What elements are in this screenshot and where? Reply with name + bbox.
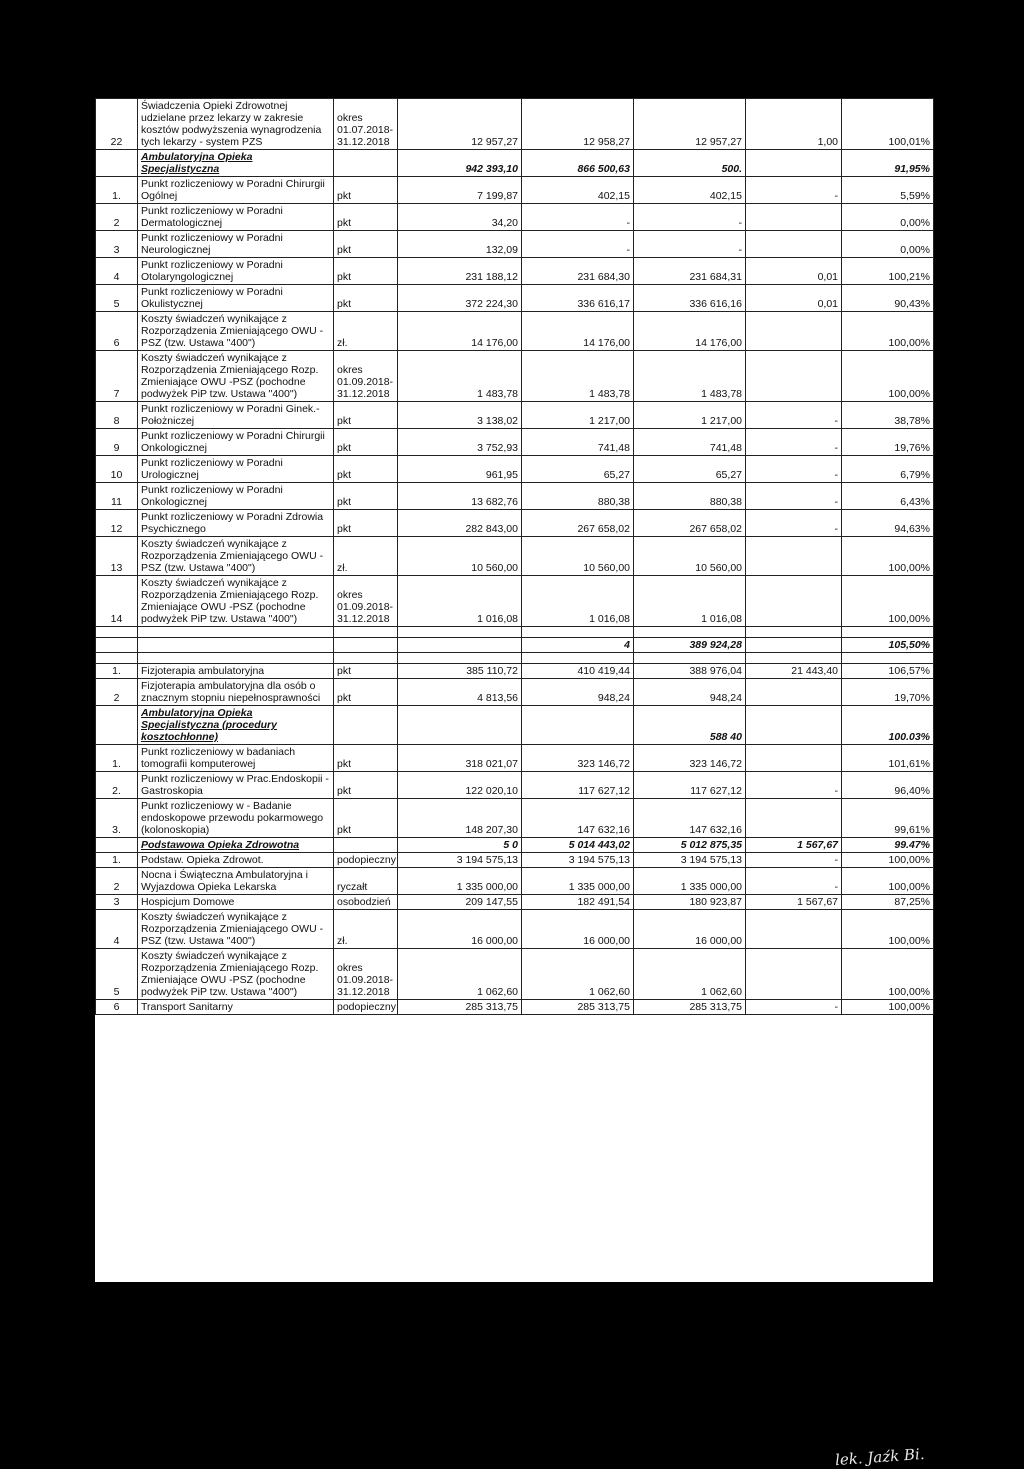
unit: pkt <box>334 483 398 510</box>
item-name: Punkt rozliczeniowy w badaniach tomografii komputerowej <box>138 745 334 772</box>
percent-value: 94,63% <box>842 510 934 537</box>
difference-value: 0,01 <box>746 285 842 312</box>
row-number: 9 <box>96 429 138 456</box>
plan-value: 7 199,87 <box>398 177 522 204</box>
difference-value: 0,01 <box>746 258 842 285</box>
contract-value: 65,27 <box>522 456 634 483</box>
item-name: Ambulatoryjna Opieka Specjalistyczna <box>138 150 334 177</box>
row-number: 6 <box>96 1000 138 1015</box>
plan-value: 3 752,93 <box>398 429 522 456</box>
row-number: 2 <box>96 868 138 895</box>
item-name: Koszty świadczeń wynikające z Rozporządzenia Zmieniającego OWU -PSZ (tzw. Ustawa "400") <box>138 537 334 576</box>
difference-value: - <box>746 868 842 895</box>
table-row <box>96 949 934 1000</box>
row-number: 14 <box>96 576 138 627</box>
percent-value: 0,00% <box>842 204 934 231</box>
item-name: Podstawowa Opieka Zdrowotna <box>138 838 334 853</box>
contract-value: - <box>522 231 634 258</box>
difference-value: 1 567,67 <box>746 838 842 853</box>
plan-value: 16 000,00 <box>398 910 522 949</box>
executed-value: 948,24 <box>634 679 746 706</box>
difference-value <box>746 312 842 351</box>
contract-value: 323 146,72 <box>522 745 634 772</box>
contract-value: 267 658,02 <box>522 510 634 537</box>
plan-value: 34,20 <box>398 204 522 231</box>
item-name: Podstaw. Opieka Zdrowot. <box>138 853 334 868</box>
unit: zł. <box>334 537 398 576</box>
contract-value: 147 632,16 <box>522 799 634 838</box>
executed-value: 1 062,60 <box>634 949 746 1000</box>
difference-value <box>746 910 842 949</box>
item-name: Koszty świadczeń wynikające z Rozporządzenia Zmieniającego OWU -PSZ (tzw. Ustawa "400") <box>138 910 334 949</box>
executed-value <box>634 653 746 664</box>
unit: pkt <box>334 745 398 772</box>
difference-value: - <box>746 177 842 204</box>
plan-value: 372 224,30 <box>398 285 522 312</box>
executed-value: 147 632,16 <box>634 799 746 838</box>
plan-value: 10 560,00 <box>398 537 522 576</box>
unit: okres 01.09.2018-31.12.2018 <box>334 351 398 402</box>
executed-value: 231 684,31 <box>634 258 746 285</box>
row-number: 6 <box>96 312 138 351</box>
difference-value <box>746 745 842 772</box>
difference-value: - <box>746 1000 842 1015</box>
plan-value: 1 062,60 <box>398 949 522 1000</box>
contract-value: 866 500,63 <box>522 150 634 177</box>
executed-value: 65,27 <box>634 456 746 483</box>
percent-value: 105,50% <box>842 638 934 653</box>
table-row <box>96 429 934 456</box>
difference-value <box>746 706 842 745</box>
table-row <box>96 177 934 204</box>
row-number: 4 <box>96 258 138 285</box>
table-row <box>96 576 934 627</box>
contract-value: 10 560,00 <box>522 537 634 576</box>
contract-value: 948,24 <box>522 679 634 706</box>
row-number: 1. <box>96 664 138 679</box>
contract-value <box>522 653 634 664</box>
plan-value: 285 313,75 <box>398 1000 522 1015</box>
row-number <box>96 627 138 638</box>
item-name: Punkt rozliczeniowy w Poradni Ginek.-Położniczej <box>138 402 334 429</box>
unit: pkt <box>334 456 398 483</box>
row-number: 4 <box>96 910 138 949</box>
contract-value: 182 491,54 <box>522 895 634 910</box>
item-name: Punkt rozliczeniowy w Poradni Otolaryngologicznej <box>138 258 334 285</box>
contract-value: 117 627,12 <box>522 772 634 799</box>
difference-value <box>746 799 842 838</box>
plan-value: 282 843,00 <box>398 510 522 537</box>
item-name <box>138 638 334 653</box>
percent-value: 19,70% <box>842 679 934 706</box>
percent-value <box>842 627 934 638</box>
executed-value: 402,15 <box>634 177 746 204</box>
executed-value: 588 40 <box>634 706 746 745</box>
executed-value: 12 957,27 <box>634 99 746 150</box>
section-row <box>96 638 934 653</box>
unit: pkt <box>334 510 398 537</box>
table-row <box>96 910 934 949</box>
contract-value: 741,48 <box>522 429 634 456</box>
unit: podopieczny <box>334 1000 398 1015</box>
row-number: 8 <box>96 402 138 429</box>
row-number: 5 <box>96 285 138 312</box>
percent-value: 87,25% <box>842 895 934 910</box>
section-row <box>96 150 934 177</box>
executed-value: 1 016,08 <box>634 576 746 627</box>
contract-value: 12 958,27 <box>522 99 634 150</box>
percent-value: 100.03% <box>842 706 934 745</box>
plan-value: 961,95 <box>398 456 522 483</box>
contract-value: 231 684,30 <box>522 258 634 285</box>
row-number: 22 <box>96 99 138 150</box>
plan-value: 942 393,10 <box>398 150 522 177</box>
plan-value: 231 188,12 <box>398 258 522 285</box>
contract-value: 1 016,08 <box>522 576 634 627</box>
blank-row <box>96 653 934 664</box>
row-number: 10 <box>96 456 138 483</box>
plan-value: 1 483,78 <box>398 351 522 402</box>
unit: pkt <box>334 429 398 456</box>
unit: pkt <box>334 177 398 204</box>
plan-value: 14 176,00 <box>398 312 522 351</box>
executed-value: 880,38 <box>634 483 746 510</box>
unit: ryczałt <box>334 868 398 895</box>
row-number: 3. <box>96 799 138 838</box>
item-name <box>138 627 334 638</box>
unit: okres 01.09.2018-31.12.2018 <box>334 949 398 1000</box>
difference-value <box>746 537 842 576</box>
percent-value: 100,01% <box>842 99 934 150</box>
percent-value: 100,21% <box>842 258 934 285</box>
percent-value: 19,76% <box>842 429 934 456</box>
table-row <box>96 1000 934 1015</box>
difference-value <box>746 204 842 231</box>
item-name: Nocna i Świąteczna Ambulatoryjna i Wyjazdowa Opieka Lekarska <box>138 868 334 895</box>
difference-value: 21 443,40 <box>746 664 842 679</box>
blank-row <box>96 627 934 638</box>
unit: osobodzień <box>334 895 398 910</box>
unit: okres 01.09.2018-31.12.2018 <box>334 576 398 627</box>
percent-value: 100,00% <box>842 576 934 627</box>
item-name: Świadczenia Opieki Zdrowotnej udzielane przez lekarzy w zakresie kosztów podwyższenia wynagrodzenia tych lekarzy - system PZS <box>138 99 334 150</box>
unit: okres 01.07.2018-31.12.2018 <box>334 99 398 150</box>
table-row <box>96 402 934 429</box>
unit: pkt <box>334 231 398 258</box>
difference-value: - <box>746 772 842 799</box>
item-name: Koszty świadczeń wynikające z Rozporządzenia Zmieniającego Rozp. Zmieniające OWU -PSZ (pochodne podwyżek PiP tzw. Ustawa "400") <box>138 576 334 627</box>
item-name: Punkt rozliczeniowy w Poradni Chirurgii Onkologicznej <box>138 429 334 456</box>
percent-value: 106,57% <box>842 664 934 679</box>
table-row <box>96 312 934 351</box>
row-number: 13 <box>96 537 138 576</box>
percent-value: 100,00% <box>842 1000 934 1015</box>
unit: pkt <box>334 772 398 799</box>
difference-value <box>746 150 842 177</box>
item-name: Punkt rozliczeniowy w Poradni Chirurgii Ogólnej <box>138 177 334 204</box>
contract-value: 3 194 575,13 <box>522 853 634 868</box>
row-number: 11 <box>96 483 138 510</box>
handwritten-signature: lek. Jaźk Bi. <box>834 1444 926 1469</box>
item-name: Punkt rozliczeniowy w Poradni Dermatologicznej <box>138 204 334 231</box>
row-number: 1. <box>96 853 138 868</box>
contract-value: 880,38 <box>522 483 634 510</box>
percent-value: 91,95% <box>842 150 934 177</box>
row-number: 3 <box>96 895 138 910</box>
row-number <box>96 653 138 664</box>
contract-value: 1 335 000,00 <box>522 868 634 895</box>
executed-value: 180 923,87 <box>634 895 746 910</box>
percent-value: 99.47% <box>842 838 934 853</box>
percent-value: 99,61% <box>842 799 934 838</box>
table-row <box>96 351 934 402</box>
percent-value: 100,00% <box>842 868 934 895</box>
table-row <box>96 537 934 576</box>
difference-value: - <box>746 853 842 868</box>
executed-value: 16 000,00 <box>634 910 746 949</box>
unit <box>334 838 398 853</box>
percent-value: 96,40% <box>842 772 934 799</box>
percent-value: 5,59% <box>842 177 934 204</box>
contract-value: 1 217,00 <box>522 402 634 429</box>
contract-value: 4 <box>522 638 634 653</box>
item-name: Fizjoterapia ambulatoryjna <box>138 664 334 679</box>
row-number <box>96 838 138 853</box>
executed-value: 10 560,00 <box>634 537 746 576</box>
unit: zł. <box>334 312 398 351</box>
executed-value: 336 616,16 <box>634 285 746 312</box>
unit <box>334 653 398 664</box>
unit <box>334 150 398 177</box>
executed-value: 388 976,04 <box>634 664 746 679</box>
row-number: 3 <box>96 231 138 258</box>
contract-value: 402,15 <box>522 177 634 204</box>
difference-value <box>746 231 842 258</box>
contract-value: 16 000,00 <box>522 910 634 949</box>
percent-value: 90,43% <box>842 285 934 312</box>
item-name: Punkt rozliczeniowy w Poradni Zdrowia Psychicznego <box>138 510 334 537</box>
plan-value: 148 207,30 <box>398 799 522 838</box>
plan-value <box>398 627 522 638</box>
difference-value: - <box>746 456 842 483</box>
executed-value: 500. <box>634 150 746 177</box>
unit: pkt <box>334 258 398 285</box>
row-number: 1. <box>96 745 138 772</box>
plan-value: 4 813,56 <box>398 679 522 706</box>
unit <box>334 638 398 653</box>
percent-value: 100,00% <box>842 949 934 1000</box>
plan-value: 1 335 000,00 <box>398 868 522 895</box>
percent-value: 6,79% <box>842 456 934 483</box>
contract-value: 285 313,75 <box>522 1000 634 1015</box>
difference-value: 1,00 <box>746 99 842 150</box>
table-row <box>96 799 934 838</box>
contract-value: 336 616,17 <box>522 285 634 312</box>
item-name: Punkt rozliczeniowy w Poradni Neurologicznej <box>138 231 334 258</box>
unit <box>334 627 398 638</box>
unit: podopieczny <box>334 853 398 868</box>
unit: pkt <box>334 285 398 312</box>
executed-value: 389 924,28 <box>634 638 746 653</box>
executed-value: 1 217,00 <box>634 402 746 429</box>
difference-value: - <box>746 483 842 510</box>
executed-value: 5 012 875,35 <box>634 838 746 853</box>
row-number: 7 <box>96 351 138 402</box>
table-row <box>96 745 934 772</box>
table-row <box>96 285 934 312</box>
item-name: Punkt rozliczeniowy w Poradni Onkologicznej <box>138 483 334 510</box>
row-number: 2 <box>96 204 138 231</box>
plan-value: 3 138,02 <box>398 402 522 429</box>
percent-value: 100,00% <box>842 537 934 576</box>
plan-value: 1 016,08 <box>398 576 522 627</box>
plan-value: 132,09 <box>398 231 522 258</box>
plan-value: 209 147,55 <box>398 895 522 910</box>
percent-value <box>842 653 934 664</box>
contract-value: - <box>522 204 634 231</box>
unit: pkt <box>334 664 398 679</box>
item-name <box>138 653 334 664</box>
contract-value: 1 062,60 <box>522 949 634 1000</box>
difference-value: - <box>746 402 842 429</box>
executed-value: 117 627,12 <box>634 772 746 799</box>
table-row <box>96 456 934 483</box>
difference-value <box>746 576 842 627</box>
percent-value: 6,43% <box>842 483 934 510</box>
table-row <box>96 99 934 150</box>
table-row <box>96 895 934 910</box>
table-row <box>96 483 934 510</box>
executed-value: - <box>634 231 746 258</box>
table-row <box>96 258 934 285</box>
table-row <box>96 664 934 679</box>
row-number: 5 <box>96 949 138 1000</box>
item-name: Ambulatoryjna Opieka Specjalistyczna (procedury kosztochłonne) <box>138 706 334 745</box>
plan-value <box>398 653 522 664</box>
contract-value: 410 419,44 <box>522 664 634 679</box>
plan-value: 385 110,72 <box>398 664 522 679</box>
contract-value: 1 483,78 <box>522 351 634 402</box>
difference-value: - <box>746 510 842 537</box>
plan-value <box>398 638 522 653</box>
difference-value <box>746 627 842 638</box>
unit: pkt <box>334 799 398 838</box>
percent-value: 100,00% <box>842 853 934 868</box>
unit: pkt <box>334 402 398 429</box>
percent-value: 100,00% <box>842 312 934 351</box>
executed-value: 285 313,75 <box>634 1000 746 1015</box>
plan-value: 12 957,27 <box>398 99 522 150</box>
row-number <box>96 638 138 653</box>
item-name: Fizjoterapia ambulatoryjna dla osób o znacznym stopniu niepełnosprawności <box>138 679 334 706</box>
row-number: 1. <box>96 177 138 204</box>
table-row <box>96 231 934 258</box>
plan-value: 122 020,10 <box>398 772 522 799</box>
contract-value <box>522 627 634 638</box>
table-row <box>96 868 934 895</box>
unit: pkt <box>334 204 398 231</box>
executed-value: 1 335 000,00 <box>634 868 746 895</box>
item-name: Hospicjum Domowe <box>138 895 334 910</box>
row-number <box>96 706 138 745</box>
section-row <box>96 838 934 853</box>
unit: pkt <box>334 679 398 706</box>
financial-table <box>95 98 934 1015</box>
table-row <box>96 510 934 537</box>
executed-value: 3 194 575,13 <box>634 853 746 868</box>
item-name: Transport Sanitarny <box>138 1000 334 1015</box>
plan-value: 318 021,07 <box>398 745 522 772</box>
executed-value: 1 483,78 <box>634 351 746 402</box>
item-name: Punkt rozliczeniowy w Prac.Endoskopii - Gastroskopia <box>138 772 334 799</box>
plan-value: 5 0 <box>398 838 522 853</box>
row-number: 12 <box>96 510 138 537</box>
executed-value: - <box>634 204 746 231</box>
difference-value: - <box>746 429 842 456</box>
percent-value: 38,78% <box>842 402 934 429</box>
item-name: Koszty świadczeń wynikające z Rozporządzenia Zmieniającego Rozp. Zmieniające OWU -PSZ (pochodne podwyżek PiP tzw. Ustawa "400") <box>138 351 334 402</box>
plan-value <box>398 706 522 745</box>
item-name: Punkt rozliczeniowy w - Badanie endoskopowe przewodu pokarmowego (kolonoskopia) <box>138 799 334 838</box>
plan-value: 13 682,76 <box>398 483 522 510</box>
percent-value: 100,00% <box>842 910 934 949</box>
table-row <box>96 853 934 868</box>
executed-value: 267 658,02 <box>634 510 746 537</box>
difference-value <box>746 653 842 664</box>
item-name: Punkt rozliczeniowy w Poradni Okulistycznej <box>138 285 334 312</box>
document-page <box>95 98 933 1469</box>
unit <box>334 706 398 745</box>
item-name: Punkt rozliczeniowy w Poradni Urologicznej <box>138 456 334 483</box>
difference-value <box>746 949 842 1000</box>
percent-value: 100,00% <box>842 351 934 402</box>
contract-value <box>522 706 634 745</box>
difference-value <box>746 638 842 653</box>
executed-value <box>634 627 746 638</box>
difference-value <box>746 679 842 706</box>
difference-value: 1 567,67 <box>746 895 842 910</box>
row-number <box>96 150 138 177</box>
executed-value: 14 176,00 <box>634 312 746 351</box>
plan-value: 3 194 575,13 <box>398 853 522 868</box>
contract-value: 14 176,00 <box>522 312 634 351</box>
item-name: Koszty świadczeń wynikające z Rozporządzenia Zmieniającego OWU -PSZ (tzw. Ustawa "400") <box>138 312 334 351</box>
table-row <box>96 679 934 706</box>
contract-value: 5 014 443,02 <box>522 838 634 853</box>
section-row <box>96 706 934 745</box>
difference-value <box>746 351 842 402</box>
row-number: 2. <box>96 772 138 799</box>
unit: zł. <box>334 910 398 949</box>
percent-value: 0,00% <box>842 231 934 258</box>
table-row <box>96 772 934 799</box>
executed-value: 323 146,72 <box>634 745 746 772</box>
row-number: 2 <box>96 679 138 706</box>
executed-value: 741,48 <box>634 429 746 456</box>
percent-value: 101,61% <box>842 745 934 772</box>
item-name: Koszty świadczeń wynikające z Rozporządzenia Zmieniającego Rozp. Zmieniające OWU -PSZ (pochodne podwyżek PiP tzw. Ustawa "400") <box>138 949 334 1000</box>
table-row <box>96 204 934 231</box>
